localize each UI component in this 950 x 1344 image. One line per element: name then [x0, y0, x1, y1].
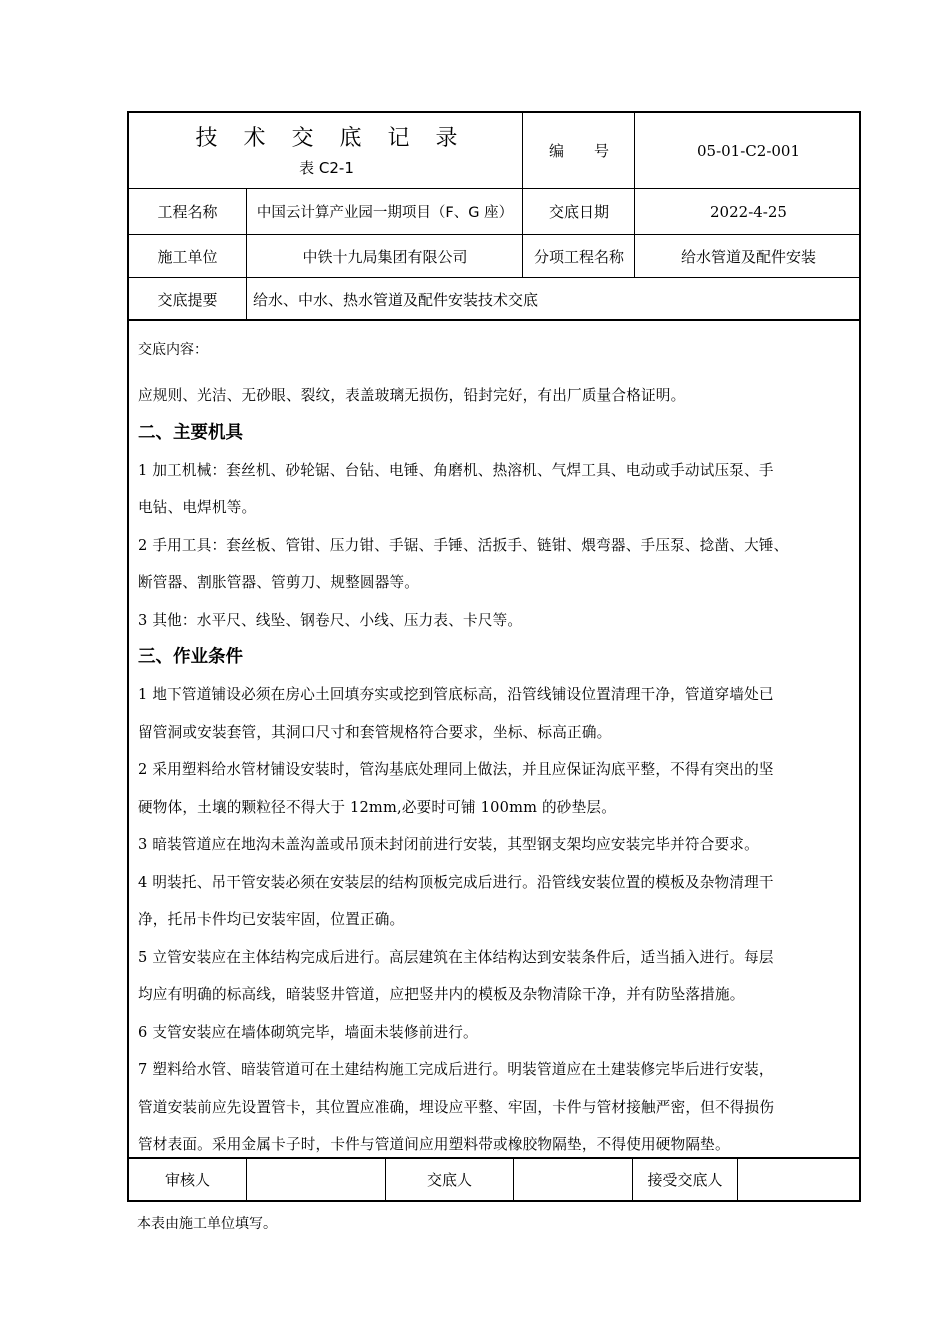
content-line: 6 支管安装应在墙体砌筑完毕，墙面未装修前进行。: [138, 1023, 478, 1041]
content-line: 硬物体，土壤的颗粒径不得大于 12mm,必要时可铺 100mm 的砂垫层。: [138, 798, 616, 816]
column-divider: [634, 113, 635, 277]
project-label: 工程名称: [157, 203, 218, 221]
presenter-label: 交底人: [426, 1171, 472, 1189]
content-line: 1 加工机械：套丝机、砂轮锯、台钻、电锤、角磨机、热溶机、气焊工具、电动或手动试压泵、手: [138, 461, 774, 479]
content-line: 7 塑料给水管、暗装管道可在土建结构施工完成后进行。明装管道应在土建装修完毕后进行安装，: [138, 1061, 774, 1078]
form-title: 技术交底记录: [195, 126, 484, 151]
content-line: 电钻、电焊机等。: [138, 499, 257, 516]
receiver-signature-field[interactable]: [738, 1159, 859, 1200]
presenter-signature-field[interactable]: [514, 1159, 632, 1200]
footnote: 本表由施工单位填写。: [137, 1216, 277, 1232]
form-header-table: [127, 111, 861, 321]
content-line: 断管器、割胀管器、管剪刀、规整圆器等。: [138, 574, 420, 591]
receiver-label: 接受交底人: [647, 1171, 723, 1189]
content-line: 1 地下管道铺设必须在房心土回填夯实或挖到管底标高，沿管线铺设位置清理干净，管道穿墙处已: [138, 686, 774, 703]
column-divider: [246, 188, 247, 321]
content-line: 应规则、光洁、无砂眼、裂纹，表盖玻璃无损伤，铅封完好，有出厂质量合格证明。: [138, 387, 686, 404]
content-line: 3 暗装管道应在地沟未盖沟盖或吊顶未封闭前进行安装，其型钢支架均应安装完毕并符合要求。: [138, 836, 759, 853]
reviewer-label: 审核人: [164, 1171, 210, 1189]
subitem-label: 分项工程名称: [533, 247, 624, 266]
date-label: 交底日期: [548, 203, 609, 221]
content-line: 4 明装托、吊干管安装必须在安装层的结构顶板完成后进行。沿管线安装位置的模板及杂物清理干: [138, 873, 774, 891]
number-label: 编 号: [548, 142, 609, 160]
content-line: 净，托吊卡件均已安装牢固，位置正确。: [138, 911, 405, 928]
subitem-value: 给水管道及配件安装: [680, 247, 816, 266]
content-line: 管材表面。采用金属卡子时，卡件与管道间应用塑料带或橡胶物隔垫，不得使用硬物隔垫。: [138, 1136, 730, 1153]
content-line: 3 其他：水平尺、线坠、钢卷尺、小线、压力表、卡尺等。: [138, 611, 523, 629]
contractor-label: 施工单位: [157, 247, 218, 266]
content-line: 5 立管安装应在主体结构完成后进行。高层建筑在主体结构达到安装条件后，适当插入进行。每层: [138, 948, 774, 966]
project-value: 中国云计算产业园一期项目（F、G 座）: [256, 205, 514, 221]
contractor-value: 中铁十九局集团有限公司: [302, 247, 468, 266]
content-line: 留管洞或安装套管，其洞口尺寸和套管规格符合要求，坐标、标高正确。: [138, 723, 612, 741]
signature-row: [127, 1157, 861, 1202]
content-intro-label: 交底内容：: [138, 342, 208, 358]
section-heading: 二、主要机具: [138, 422, 243, 443]
content-line: 2 手用工具：套丝板、管钳、压力钳、手锯、手锤、活扳手、链钳、煨弯器、手压泵、捻凿、大锤、: [138, 536, 789, 554]
date-value: 2022-4-25: [710, 202, 787, 221]
briefing-content: [138, 339, 858, 1164]
form-code: 表 C2-1: [299, 159, 354, 177]
content-lines: [138, 377, 858, 1164]
content-line: 均应有明确的标高线，暗装竖井管道，应把竖井内的模板及杂物清除干净，并有防坠落措施。: [138, 986, 745, 1003]
content-line: 2 采用塑料给水管材铺设安装时，管沟基底处理同上做法，并且应保证沟底平整，不得有突出的坚: [138, 761, 774, 778]
summary-label: 交底提要: [157, 291, 218, 309]
reviewer-signature-field[interactable]: [247, 1159, 385, 1200]
summary-value: 给水、中水、热水管道及配件安装技术交底: [253, 291, 539, 309]
section-heading: 三、作业条件: [138, 647, 243, 667]
briefing-content-area: [127, 321, 861, 1157]
number-value: 05-01-C2-001: [696, 141, 801, 160]
content-line: 管道安装前应先设置管卡，其位置应准确，埋设应平整、牢固，卡件与管材接触严密，但不得损伤: [138, 1098, 775, 1116]
